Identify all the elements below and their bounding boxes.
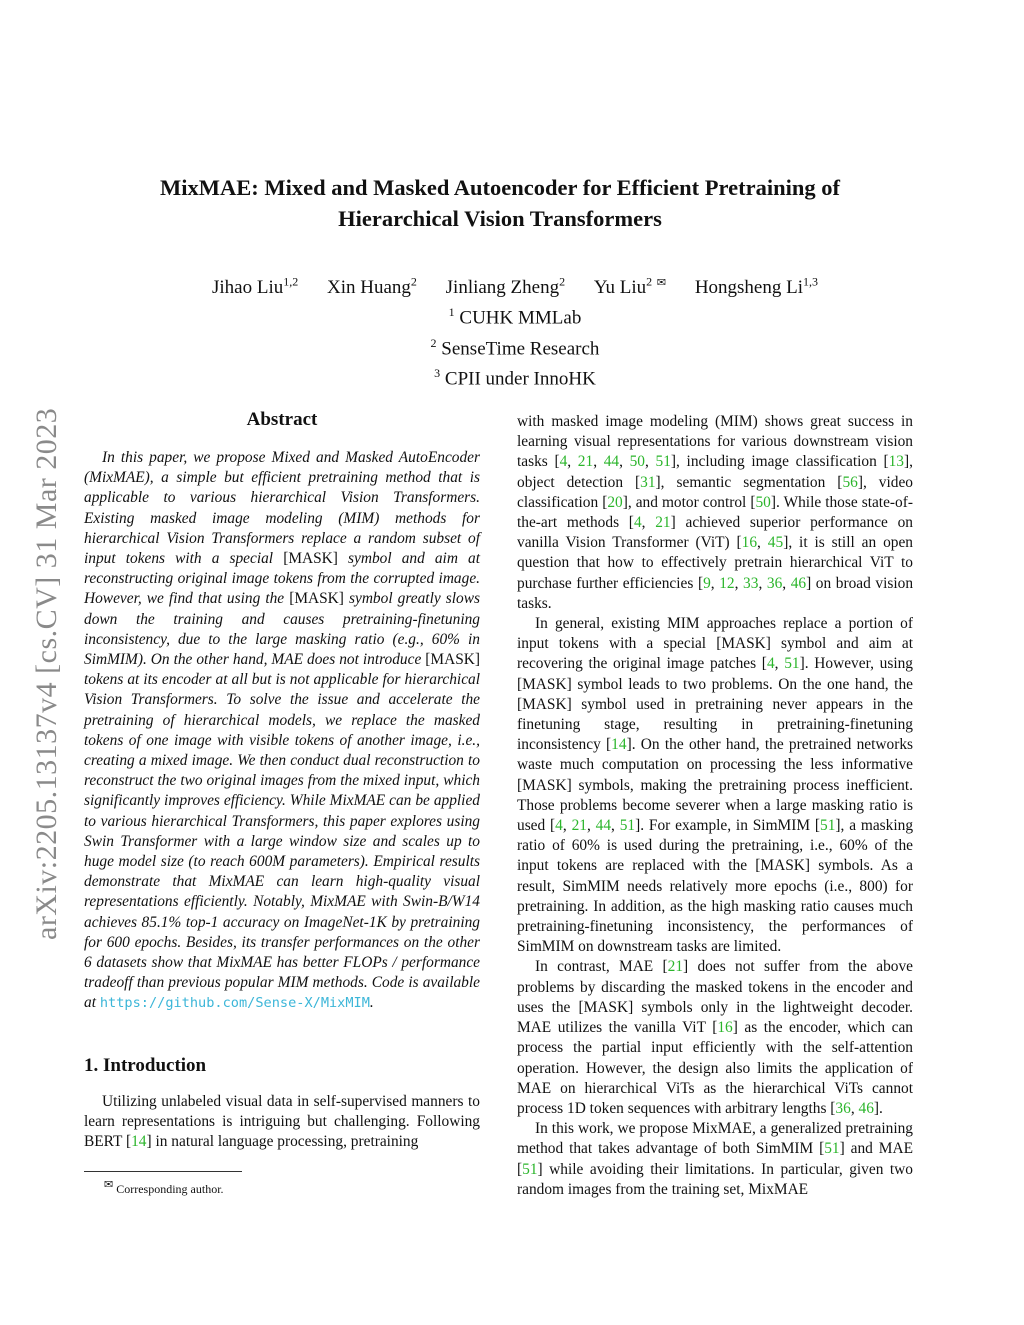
mask-token: [MASK]	[755, 857, 811, 875]
text-part: symbol leads to two problems. On the one hand, the	[577, 675, 913, 693]
affiliation-2	[100, 331, 930, 361]
author-block	[100, 270, 930, 391]
citation-link[interactable]: 50	[629, 453, 645, 471]
text-part: ], object detection [	[517, 453, 913, 491]
citation-link[interactable]: 36	[766, 574, 783, 592]
citation-link[interactable]: 14	[131, 1133, 147, 1151]
abstract-part: .	[369, 994, 374, 1012]
affiliation-name: SenseTime Research	[441, 337, 600, 359]
author-3	[446, 277, 565, 298]
mask-token: [MASK]	[283, 550, 338, 568]
title-line-1: MixMAE: Mixed and Masked Autoencoder for Efficient Pretraining of	[160, 175, 840, 200]
mask-token: [MASK]	[578, 998, 634, 1016]
text-part: ], video classification [	[517, 473, 914, 511]
text-part: ] as the encoder, which can process the partial input efficiently with the self-attention operation. However, the design also limits the application of MAE on hierarchical ViTs as the hierarchical ViTs cannot process 1D token sequences with arbitrary lengths [	[517, 1019, 913, 1117]
affiliation-number: 2	[430, 335, 437, 350]
citation-link[interactable]: 45	[767, 534, 784, 552]
author-name: Hongsheng Li	[694, 277, 803, 299]
citation-link[interactable]: 51	[784, 655, 800, 673]
citation-link[interactable]: 16	[741, 534, 758, 552]
intro-paragraph-2: In general, existing MIM approaches replace a portion of input tokens with a special [MASK] symbol and aim at recovering the original image patches [4, 51]. However, using [MASK] symbol leads to two problems. On the one hand, the [MASK] symbol used in pretraining never appears in the finetuning stage, resulting in pretraining-finetuning inconsistency [14]. On the other hand, the pretrained networks waste much computation on processing the less informative [MASK] symbols, making the pretraining process inefficient. Those problems become severer when a large masking ratio is used [4, 21, 44, 51]. For example, in SimMIM [51], a masking ratio of 60% is used during the pretraining, i.e., 60% of the input tokens are replaced with the [MASK] symbols. As a result, SimMIM needs relatively more epochs (i.e., 800) for pretraining. In addition, as the high masking ratio causes much pretraining-finetuning inconsistency, the performances of SimMIM on downstream tasks are limited.	[517, 615, 914, 956]
citation-link[interactable]: 4	[766, 655, 775, 673]
author-name: Jihao Liu	[211, 277, 284, 299]
author-list	[100, 270, 930, 300]
affiliation-number: 1	[448, 305, 455, 320]
affiliation-1	[100, 300, 930, 330]
citation-link[interactable]: 51	[619, 817, 636, 835]
author-affiliation-mark: 2	[559, 275, 566, 289]
footnote-text: Corresponding author.	[116, 1182, 224, 1196]
text-part: ] and MAE [	[517, 1140, 913, 1178]
citation-link[interactable]: 21	[667, 958, 684, 976]
citation-link[interactable]: 14	[611, 736, 627, 754]
citation-link[interactable]: 33	[743, 574, 759, 592]
text-part: In contrast, MAE [	[535, 958, 668, 976]
text-part: ].	[873, 1099, 883, 1117]
citation-link[interactable]: 16	[717, 1019, 733, 1037]
text-part: with masked image modeling (MIM) shows great success in learning visual representations for various downstream vision tasks [	[517, 413, 913, 471]
text-part: ]. On the other hand, the pretrained networks waste much computation on processing the less informative	[517, 736, 914, 774]
text-part: ] in natural language processing, pretraining	[146, 1133, 419, 1151]
intro-paragraph-1: with masked image modeling (MIM) shows great success in learning visual representations for various downstream vision tasks [4, 21, 44, 50, 51], including image classification [13], object detection [31], semantic segmentation [56], video classification [20], and motor control [50]. While those state-of-the-art methods [4, 21] achieved superior performance on vanilla Vision Transformer (ViT) [16, 45], it is still an open question that how to effectively pretrain hierarchical ViT to purchase further efficiencies [9, 12, 33, 36, 46] on broad vision tasks.	[517, 413, 914, 612]
citation-link[interactable]: 44	[603, 453, 620, 471]
affiliation-3	[100, 361, 930, 391]
author-4	[594, 277, 666, 298]
footnote	[104, 1178, 224, 1197]
text-part: symbols. As a result, SimMIM needs relatively more epochs (i.e., 800) for pretraining. In addition, as the high masking ratio causes much pretraining-finetuning inconsistency, the performances of SimMIM on downstream tasks are limited.	[517, 857, 913, 956]
affiliation-name: CPII under InnoHK	[444, 368, 596, 390]
text-part: ], it is still an open question that how to effectively pretrain hierarchical ViT to purchase further efficiencies [	[517, 534, 913, 592]
author-2	[327, 277, 417, 298]
author-5	[695, 277, 818, 298]
citation-link[interactable]: 31	[640, 473, 656, 491]
code-link[interactable]: https://github.com/Sense-X/MixMIM	[99, 995, 370, 1012]
author-affiliation-mark: 2	[646, 275, 653, 289]
abstract-text	[84, 448, 480, 1014]
intro-paragraph-left	[84, 1092, 480, 1153]
text-part: ], a masking ratio of 60% is used during the pretraining, i.e., 60% of the input tokens are replaced with the	[517, 817, 914, 875]
author-affiliation-mark: 2	[410, 275, 417, 289]
text-part: Utilizing unlabeled visual data in self-supervised manners to learn representations is intriguing but challenging. Following BERT [	[84, 1092, 480, 1151]
citation-link[interactable]: 21	[571, 817, 587, 835]
author-name: Xin Huang	[326, 277, 411, 299]
text-part: ]. While those state-of-the-art methods [	[517, 493, 913, 532]
intro-paragraph-3: In contrast, MAE [21] does not suffer from the above problems by discarding the masked tokens in the encoder and uses the [MASK] symbols only in the lightweight decoder. MAE utilizes the vanilla ViT [16] as the encoder, which can process the partial input efficiently with the self-attention operation. However, the design also limits the application of MAE on hierarchical ViTs as the hierarchical ViTs cannot process 1D token sequences with arbitrary lengths [36, 46].	[517, 958, 914, 1117]
text-part: ] while avoiding their limitations. In particular, given two random images from the training set, MixMAE	[517, 1160, 913, 1198]
abstract-part: In this paper, we propose Mixed and Masked AutoEncoder (MixMAE), a simple but efficient pretraining method that is applicable to various hierarchical Vision Transformers. Existing masked image modeling (MIM) methods for hierarchical Vision Transformers replace a random subset of input tokens with a special	[84, 449, 480, 568]
text-part: symbol used in pretraining never appears in the finetuning stage, resulting in pretraining-finetuning inconsistency [	[517, 695, 913, 754]
abstract-part: symbol greatly slows down the training and causes pretraining-finetuning inconsistency, due to the large masking ratio (e.g., 60% in SimMIM). On the other hand, MAE does not introduce	[84, 590, 480, 669]
citation-link[interactable]: 12	[719, 574, 735, 592]
citation-link[interactable]: 21	[655, 514, 671, 532]
citation-link[interactable]: 51	[522, 1160, 538, 1178]
right-column	[517, 412, 913, 1200]
abstract-part: symbol and aim at reconstructing original image tokens from the corrupted image. However, we find that using the	[84, 550, 481, 608]
text-part: ] on broad vision tasks.	[517, 574, 914, 612]
arxiv-identifier: arXiv:2205.13137v4 [cs.CV] 31 Mar 2023	[30, 407, 63, 940]
abstract-heading: Abstract	[246, 409, 318, 430]
author-name: Yu Liu	[593, 277, 647, 299]
text-part: ] does not suffer from the above problems by discarding the masked tokens in the encoder and uses the	[517, 958, 913, 1016]
text-part: symbols, making the pretraining process inefficient. Those problems become severer when a large masking ratio is used [	[517, 776, 913, 835]
mask-token: [MASK]	[517, 776, 572, 794]
citation-link[interactable]: 4	[633, 514, 642, 532]
text-part: ], including image classification [	[670, 453, 889, 471]
mask-token: [MASK]	[517, 675, 572, 693]
introduction-heading: 1. Introduction	[84, 1054, 207, 1076]
text-part: symbol and aim at recovering the original image patches [	[517, 635, 913, 673]
citation-link[interactable]: 44	[595, 817, 612, 835]
affiliation-number: 3	[434, 365, 441, 380]
citation-link[interactable]: 4	[559, 453, 568, 471]
author-1	[212, 277, 298, 298]
envelope-icon: ✉	[104, 1178, 114, 1191]
author-name: Jinliang Zheng	[445, 277, 560, 299]
citation-link[interactable]: 20	[607, 493, 623, 511]
mask-token: [MASK]	[517, 695, 572, 713]
text-part: ], semantic segmentation [	[655, 473, 843, 491]
text-part: symbols only in the lightweight decoder. MAE utilizes the vanilla ViT [	[517, 998, 914, 1037]
citation-link[interactable]: 51	[824, 1140, 840, 1158]
text-part: ], and motor control [	[622, 493, 756, 511]
citation-link[interactable]: 50	[755, 493, 771, 511]
author-affiliation-mark: 1,3	[803, 275, 818, 289]
mask-token: [MASK]	[716, 635, 771, 653]
citation-link[interactable]: 46	[858, 1099, 874, 1117]
affiliation-name: CUHK MMLab	[459, 307, 582, 329]
title-line-2: Hierarchical Vision Transformers	[338, 206, 662, 231]
text-part: ] achieved superior performance on vanilla Vision Transformer (ViT) [	[517, 514, 913, 552]
paper-title	[100, 172, 900, 234]
envelope-icon: ✉	[656, 276, 667, 289]
citation-link[interactable]: 9	[703, 574, 711, 592]
footnote-divider	[84, 1171, 242, 1172]
citation-link[interactable]: 56	[842, 473, 858, 491]
citation-link[interactable]: 4	[555, 817, 563, 835]
author-affiliation-mark: 1,2	[283, 275, 299, 289]
text-part: In this work, we propose MixMAE, a generalized pretraining method that takes advantage of both SimMIM [	[517, 1120, 913, 1158]
citation-link[interactable]: 13	[888, 453, 904, 471]
text-part: In general, existing MIM approaches replace a portion of input tokens with a special	[517, 615, 913, 653]
mask-token: [MASK]	[425, 651, 480, 669]
citation-link[interactable]: 36	[835, 1099, 851, 1117]
left-column	[84, 408, 480, 1152]
intro-paragraph-4	[517, 1119, 913, 1200]
citation-link[interactable]: 51	[820, 817, 836, 835]
citation-link[interactable]: 46	[790, 574, 807, 592]
text-part: ]. However, using	[799, 655, 913, 673]
citation-link[interactable]: 21	[577, 453, 594, 471]
citation-link[interactable]: 51	[655, 453, 671, 471]
text-part: ]. For example, in SimMIM [	[635, 817, 820, 835]
abstract-part: tokens at its encoder at all but is not applicable for hierarchical Vision Transformers. To solve the issue and accelerate the pretraining of hierarchical models, we replace the masked tokens of one image with visible tokens of another image, i.e., creating a mixed image. We then conduct dual reconstruction to reconstruct the two original images from the mixed input, which significantly improves efficiency. While MixMAE can be applied to various hierarchical Transformers, this paper explores using Swin Transformer with a large window size and scales up to huge model size (to reach 600M parameters). Empirical results demonstrate that MixMAE can learn high-quality visual representations efficiently. Notably, MixMAE with Swin-B/W14 achieves 85.1% top-1 accuracy on ImageNet-1K by pretraining for 600 epochs. Besides, its transfer performances on the other 6 datasets show that MixMAE has better FLOPs / performance tradeoff than previous popular MIM methods. Code is available at	[84, 671, 480, 1012]
mask-token: [MASK]	[289, 590, 344, 608]
